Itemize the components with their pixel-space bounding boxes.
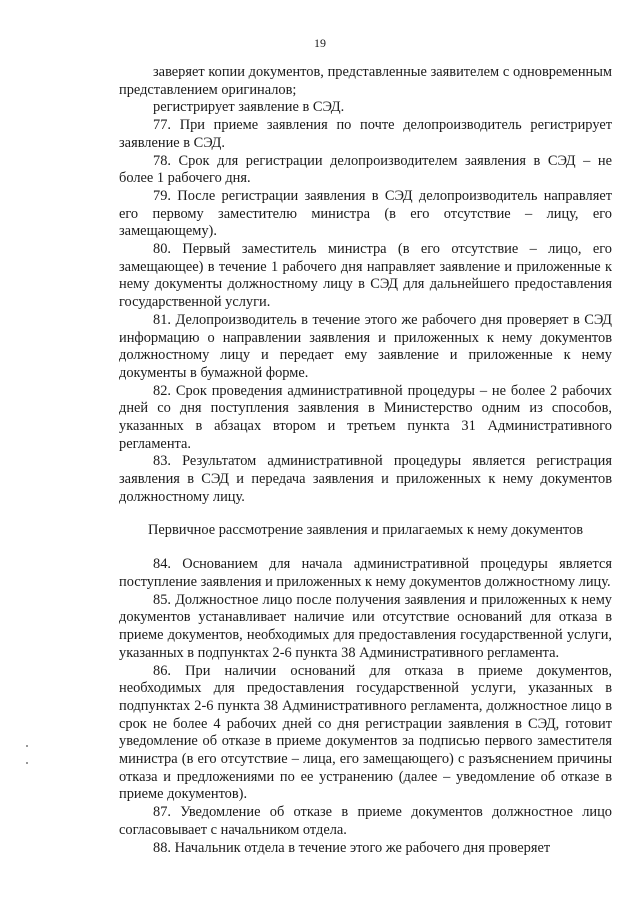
paragraph-85: 85. Должностное лицо после получения заявления и приложенных к нему документов устанавливает наличие или отсутствие оснований для отказа в приеме документов, необходимых для предоставления государственной услуги, указанных в подпунктах 2-6 пункта 38 Административного регламента. bbox=[119, 591, 612, 661]
paragraph-77: 77. При приеме заявления по почте делопроизводитель регистрирует заявление в СЭД. bbox=[119, 117, 612, 151]
document-body bbox=[119, 64, 612, 857]
scan-artifact-mark bbox=[26, 745, 28, 747]
paragraph-82: 82. Срок проведения административной процедуры – не более 2 рабочих дней со дня поступления заявления в Министерство одним из способов, указанных в абзацах втором и третьем пункта 31 Административного регламента. bbox=[119, 382, 612, 452]
paragraph-1: заверяет копии документов, представленные заявителем с одновременным представлением оригиналов; bbox=[119, 64, 612, 98]
paragraph-86: 86. При наличии оснований для отказа в приеме документов, необходимых для предоставления государственной услуги, указанных в подпунктах 2-6 пункта 38 Административного регламента, должностное лицо в срок не более 4 рабочих дней со дня регистрации заявления в СЭД, готовит уведомление об отказе в приеме документов за подписью первого заместителя министра (в его отсутствие – лица, его замещающего) с разъяснением причины отказа и предложениями по ее устранению (далее – уведомление об отказе в приеме документов). bbox=[119, 662, 612, 803]
paragraph-79: 79. После регистрации заявления в СЭД делопроизводитель направляет его первому заместителю министра (в его отсутствие – лицу, его замещающему). bbox=[119, 187, 612, 240]
paragraph-80: 80. Первый заместитель министра (в его отсутствие – лицо, его замещающее) в течение 1 рабочего дня направляет заявление и приложенные к нему документы должностному лицу в СЭД для дальнейшего предоставления государственной услуги. bbox=[119, 241, 612, 311]
paragraph-78: 78. Срок для регистрации делопроизводителем заявления в СЭД – не более 1 рабочего дня. bbox=[119, 152, 612, 187]
page-number: 19 bbox=[314, 36, 326, 50]
paragraph-84: 84. Основанием для начала административной процедуры является поступление заявления и приложенных к нему документов должностному лицу. bbox=[119, 556, 612, 590]
section-heading: Первичное рассмотрение заявления и прилагаемых к нему документов bbox=[147, 521, 584, 538]
paragraph-2: регистрирует заявление в СЭД. bbox=[153, 99, 345, 116]
paragraph-88: 88. Начальник отдела в течение этого же рабочего дня проверяет bbox=[153, 839, 551, 856]
paragraph-83: 83. Результатом административной процедуры является регистрация заявления в СЭД и передача заявления и приложенных к нему документов должностному лицу. bbox=[119, 453, 612, 505]
paragraph-87: 87. Уведомление об отказе в приеме документов должностное лицо согласовывает с начальником отдела. bbox=[119, 804, 612, 838]
paragraph-81: 81. Делопроизводитель в течение этого же рабочего дня проверяет в СЭД информацию о направлении заявления и приложенных к нему документов должностному лицу и передает ему заявление и приложенные к нему документы в бумажной форме. bbox=[119, 311, 612, 381]
scan-artifact-mark bbox=[26, 762, 28, 764]
